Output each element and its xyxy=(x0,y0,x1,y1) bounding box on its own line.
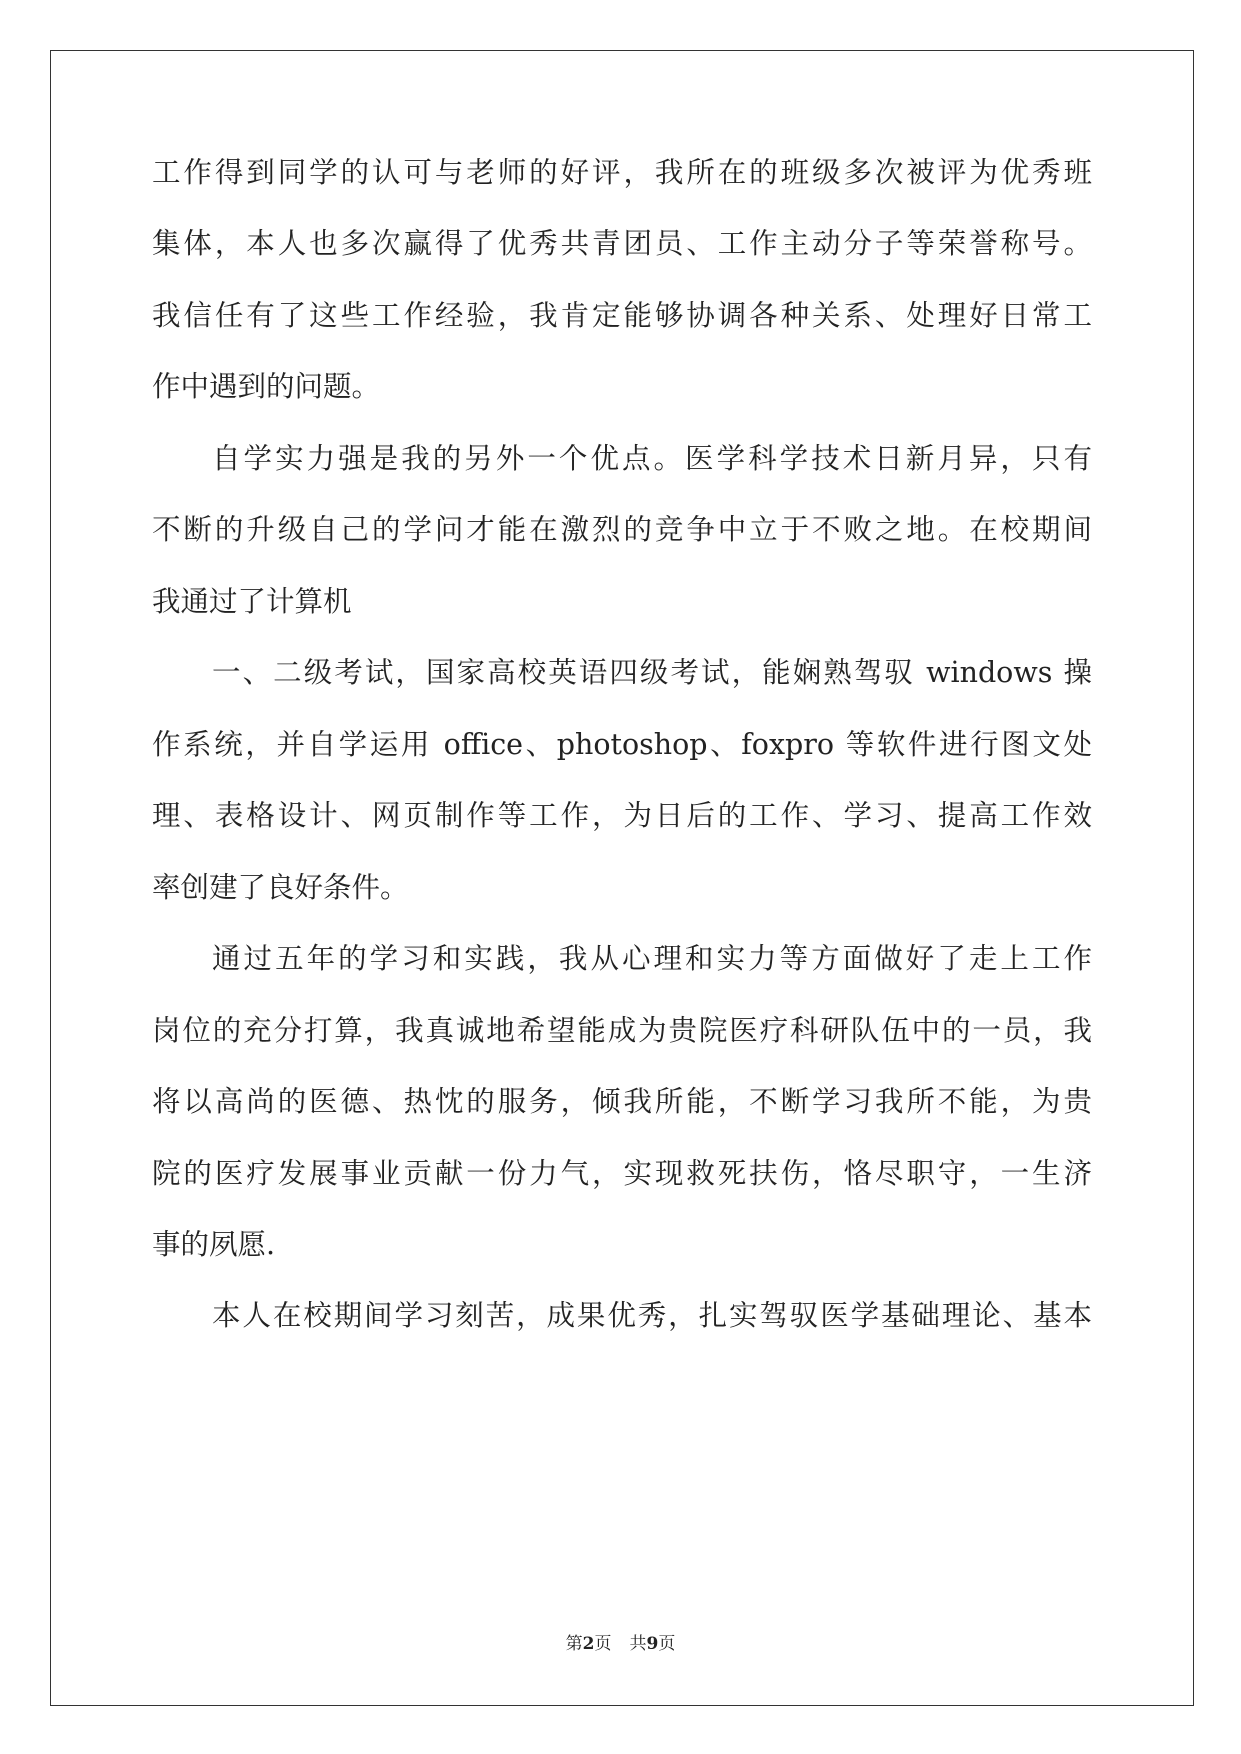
text-line: 岗位的充分打算，我真诚地希望能成为贵院医疗科研队伍中的一员，我 xyxy=(152,1014,1092,1047)
text-line: 我信任有了这些工作经验，我肯定能够协调各种关系、处理好日常工 xyxy=(152,299,1092,332)
text-line: 我通过了计算机 xyxy=(152,585,352,618)
text-line: 作系统，并自学运用 office、photoshop、foxpro 等软件进行图文处 xyxy=(152,728,1092,761)
page-footer xyxy=(0,1632,1241,1656)
paragraph-first-line: 通过五年的学习和实践，我从心理和实力等方面做好了走上工作 xyxy=(212,942,1092,975)
text-line: 作中遇到的问题。 xyxy=(152,370,381,403)
page-prefix: 第 xyxy=(565,1634,583,1654)
paragraph-first-line: 本人在校期间学习刻苦，成果优秀，扎实驾驭医学基础理论、基本 xyxy=(212,1299,1092,1332)
total-suffix: 页 xyxy=(658,1634,676,1654)
text-line: 院的医疗发展事业贡献一份力气，实现救死扶伤，恪尽职守，一生济 xyxy=(152,1157,1092,1190)
text-line: 工作得到同学的认可与老师的好评，我所在的班级多次被评为优秀班 xyxy=(152,156,1092,189)
text-line: 事的夙愿. xyxy=(152,1228,276,1261)
text-line: 不断的升级自己的学问才能在激烈的竞争中立于不败之地。在校期间 xyxy=(152,513,1092,546)
page-suffix: 页 xyxy=(594,1634,612,1654)
paragraph-first-line: 一、二级考试，国家高校英语四级考试，能娴熟驾驭 windows 操 xyxy=(212,656,1092,689)
total-prefix: 共 xyxy=(629,1634,647,1654)
text-line: 将以高尚的医德、热忱的服务，倾我所能，不断学习我所不能，为贵 xyxy=(152,1085,1092,1118)
text-line: 率创建了良好条件。 xyxy=(152,871,409,904)
text-line: 理、表格设计、网页制作等工作，为日后的工作、学习、提高工作效 xyxy=(152,799,1092,832)
total-pages: 9 xyxy=(646,1634,659,1654)
page-number: 2 xyxy=(582,1634,595,1654)
paragraph-first-line: 自学实力强是我的另外一个优点。医学科学技术日新月异，只有 xyxy=(212,442,1092,475)
text-line: 集体，本人也多次赢得了优秀共青团员、工作主动分子等荣誉称号。 xyxy=(152,227,1092,260)
